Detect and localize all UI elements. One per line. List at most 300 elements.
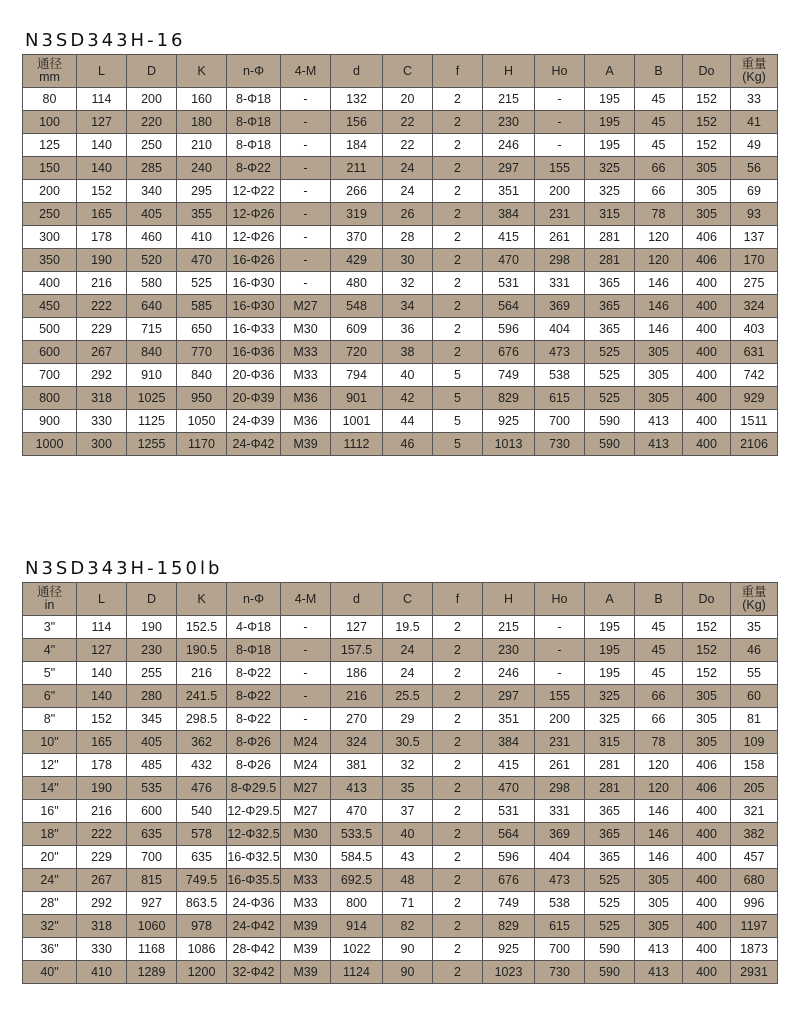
table-cell: 229 <box>77 846 127 869</box>
table-cell: 305 <box>683 708 731 731</box>
table-row <box>23 662 778 685</box>
table-cell: 315 <box>585 203 635 226</box>
table-cell: 152 <box>77 180 127 203</box>
table-cell: - <box>281 272 331 295</box>
table-cell: 1050 <box>177 410 227 433</box>
table-cell: M27 <box>281 800 331 823</box>
table-cell: 155 <box>535 685 585 708</box>
table-cell: 564 <box>483 295 535 318</box>
table-cell: 270 <box>331 708 383 731</box>
table-cell: M30 <box>281 846 331 869</box>
table-cell: 1013 <box>483 433 535 456</box>
column-header-text: D <box>146 63 157 78</box>
table-cell: 8-Φ22 <box>227 157 281 180</box>
table-cell: 295 <box>177 180 227 203</box>
table-cell: - <box>281 249 331 272</box>
table-cell: 350 <box>23 249 77 272</box>
table-row <box>23 869 778 892</box>
table-cell: 125 <box>23 134 77 157</box>
table-cell: 8-Φ29.5 <box>227 777 281 800</box>
table-cell: 146 <box>635 272 683 295</box>
column-header <box>731 55 778 88</box>
table-cell: 24 <box>383 662 433 685</box>
table-cell: 564 <box>483 823 535 846</box>
column-header-text: n-Φ <box>242 63 265 78</box>
table-cell: 66 <box>635 708 683 731</box>
table-cell: M36 <box>281 387 331 410</box>
table-cell: 925 <box>483 410 535 433</box>
table-cell: 1873 <box>731 938 778 961</box>
table-cell: 120 <box>635 754 683 777</box>
table-cell: 230 <box>483 111 535 134</box>
table-body <box>23 88 778 456</box>
column-header-text: 通径 <box>36 585 62 599</box>
table-cell: 2 <box>433 639 483 662</box>
table-cell: 155 <box>535 157 585 180</box>
table-cell: 340 <box>127 180 177 203</box>
table-cell: 160 <box>177 88 227 111</box>
column-header-text: A <box>605 591 614 606</box>
column-header <box>535 583 585 616</box>
column-header <box>331 583 383 616</box>
table-cell: 590 <box>585 938 635 961</box>
table-cell: 10" <box>23 731 77 754</box>
table-cell: 261 <box>535 754 585 777</box>
table-cell: 1170 <box>177 433 227 456</box>
table-cell: M33 <box>281 869 331 892</box>
table-cell: 500 <box>23 318 77 341</box>
table-cell: 365 <box>585 846 635 869</box>
column-header <box>77 583 127 616</box>
table-cell: 8" <box>23 708 77 731</box>
table-cell: 305 <box>635 892 683 915</box>
table-cell: 2 <box>433 180 483 203</box>
table-cell: 901 <box>331 387 383 410</box>
table-cell: 152 <box>683 134 731 157</box>
table-cell: 230 <box>483 639 535 662</box>
table-header <box>23 583 778 616</box>
table-cell: 794 <box>331 364 383 387</box>
table-cell: 178 <box>77 754 127 777</box>
table-cell: 1001 <box>331 410 383 433</box>
table-cell: 8-Φ18 <box>227 111 281 134</box>
table-cell: 16-Φ35.5 <box>227 869 281 892</box>
table-cell: 114 <box>77 616 127 639</box>
table-cell: 305 <box>635 915 683 938</box>
table-cell: 24 <box>383 639 433 662</box>
column-header <box>227 55 281 88</box>
table-cell: 2 <box>433 938 483 961</box>
table-cell: 413 <box>635 961 683 984</box>
table-cell: 369 <box>535 295 585 318</box>
table-row <box>23 157 778 180</box>
table-cell: 14" <box>23 777 77 800</box>
table-cell: 480 <box>331 272 383 295</box>
table-cell: - <box>281 203 331 226</box>
table-cell: 152.5 <box>177 616 227 639</box>
table-cell: - <box>535 616 585 639</box>
table-row <box>23 134 778 157</box>
table-cell: 609 <box>331 318 383 341</box>
column-header-text: n-Φ <box>242 591 265 606</box>
table-cell: 170 <box>731 249 778 272</box>
table-cell: 305 <box>635 341 683 364</box>
table-row <box>23 777 778 800</box>
table-cell: 28" <box>23 892 77 915</box>
spec-section-1 <box>22 28 777 456</box>
table-cell: 1255 <box>127 433 177 456</box>
table-cell: M27 <box>281 295 331 318</box>
table-cell: 38 <box>383 341 433 364</box>
table-cell: 1200 <box>177 961 227 984</box>
table-cell: 2 <box>433 203 483 226</box>
table-cell: 321 <box>731 800 778 823</box>
table-cell: 700 <box>535 410 585 433</box>
table-cell: 829 <box>483 915 535 938</box>
table-cell: 1112 <box>331 433 383 456</box>
table-row <box>23 387 778 410</box>
table-cell: 531 <box>483 272 535 295</box>
table-cell: 40" <box>23 961 77 984</box>
table-cell: 12-Φ26 <box>227 203 281 226</box>
column-header-text: A <box>605 63 614 78</box>
table-row <box>23 731 778 754</box>
table-cell: 8-Φ18 <box>227 88 281 111</box>
column-header <box>383 55 433 88</box>
table-cell: 548 <box>331 295 383 318</box>
table-cell: 996 <box>731 892 778 915</box>
table-row <box>23 180 778 203</box>
table-row <box>23 823 778 846</box>
table-row <box>23 846 778 869</box>
table-cell: 800 <box>23 387 77 410</box>
table-cell: 525 <box>585 869 635 892</box>
table-cell: 152 <box>683 88 731 111</box>
column-header <box>535 55 585 88</box>
table-cell: 1289 <box>127 961 177 984</box>
table-row <box>23 88 778 111</box>
table-cell: 184 <box>331 134 383 157</box>
table-cell: 415 <box>483 226 535 249</box>
table-cell: 324 <box>331 731 383 754</box>
column-header-text: L <box>98 63 105 78</box>
table-cell: 24-Φ42 <box>227 915 281 938</box>
table-cell: 42 <box>383 387 433 410</box>
table-cell: 195 <box>585 88 635 111</box>
table-cell: 275 <box>731 272 778 295</box>
table-cell: 406 <box>683 777 731 800</box>
table-cell: 305 <box>635 387 683 410</box>
table-cell: 470 <box>483 777 535 800</box>
table-cell: 127 <box>77 639 127 662</box>
table-cell: 950 <box>177 387 227 410</box>
table-cell: 531 <box>483 800 535 823</box>
table-cell: 305 <box>683 685 731 708</box>
table-cell: 200 <box>23 180 77 203</box>
table-cell: 190 <box>77 249 127 272</box>
column-header-text: Ho <box>551 63 568 78</box>
table-cell: - <box>281 639 331 662</box>
table-cell: 32 <box>383 754 433 777</box>
column-header-text: mm <box>39 70 60 84</box>
table-cell: 292 <box>77 892 127 915</box>
table-cell: 190.5 <box>177 639 227 662</box>
table-cell: 165 <box>77 203 127 226</box>
table-cell: 400 <box>683 341 731 364</box>
table-cell: 400 <box>683 364 731 387</box>
column-header-text: H <box>503 63 514 78</box>
table-cell: 2 <box>433 662 483 685</box>
table-cell: 132 <box>331 88 383 111</box>
table-cell: 405 <box>127 731 177 754</box>
table-cell: 300 <box>77 433 127 456</box>
table-cell: 90 <box>383 938 433 961</box>
column-header <box>127 55 177 88</box>
column-header-text: K <box>197 63 206 78</box>
table-cell: 749 <box>483 892 535 915</box>
table-cell: 81 <box>731 708 778 731</box>
table-cell: 46 <box>731 639 778 662</box>
table-cell: 297 <box>483 157 535 180</box>
table-cell: 35 <box>383 777 433 800</box>
table-cell: 584.5 <box>331 846 383 869</box>
table-cell: 20-Φ36 <box>227 364 281 387</box>
table-cell: 195 <box>585 134 635 157</box>
table-cell: M39 <box>281 961 331 984</box>
table-cell: 281 <box>585 226 635 249</box>
table-cell: 22 <box>383 134 433 157</box>
table-cell: 266 <box>331 180 383 203</box>
column-header-text: C <box>402 63 413 78</box>
table-cell: 400 <box>683 915 731 938</box>
table-cell: 48 <box>383 869 433 892</box>
table-cell: 298 <box>535 249 585 272</box>
table-cell: 5" <box>23 662 77 685</box>
table-cell: 749.5 <box>177 869 227 892</box>
table-cell: 45 <box>635 88 683 111</box>
table-cell: 5 <box>433 433 483 456</box>
table-cell: 305 <box>683 203 731 226</box>
table-cell: 533.5 <box>331 823 383 846</box>
table-cell: 267 <box>77 869 127 892</box>
table-cell: 140 <box>77 685 127 708</box>
table-cell: - <box>281 134 331 157</box>
table-cell: 137 <box>731 226 778 249</box>
table-cell: 82 <box>383 915 433 938</box>
table-cell: 680 <box>731 869 778 892</box>
table-cell: 297 <box>483 685 535 708</box>
table-cell: 45 <box>635 134 683 157</box>
table-cell: 195 <box>585 662 635 685</box>
table-row <box>23 111 778 134</box>
table-cell: 195 <box>585 639 635 662</box>
table-cell: 305 <box>683 157 731 180</box>
table-cell: 485 <box>127 754 177 777</box>
table-cell: 2 <box>433 616 483 639</box>
table-cell: 2 <box>433 88 483 111</box>
table-cell: 24-Φ36 <box>227 892 281 915</box>
spec-table <box>22 54 778 456</box>
table-cell: 28-Φ42 <box>227 938 281 961</box>
table-row <box>23 800 778 823</box>
table-cell: 250 <box>23 203 77 226</box>
table-cell: 35 <box>731 616 778 639</box>
table-row <box>23 341 778 364</box>
spec-table <box>22 582 778 984</box>
table-cell: 20-Φ39 <box>227 387 281 410</box>
table-cell: 281 <box>585 754 635 777</box>
table-cell: 2 <box>433 157 483 180</box>
column-header-text: 重量 <box>741 585 767 599</box>
table-cell: 146 <box>635 295 683 318</box>
table-cell: - <box>281 616 331 639</box>
table-cell: 770 <box>177 341 227 364</box>
table-cell: 473 <box>535 869 585 892</box>
table-cell: 200 <box>127 88 177 111</box>
table-cell: 330 <box>77 410 127 433</box>
table-row <box>23 708 778 731</box>
table-cell: 400 <box>683 295 731 318</box>
table-cell: 205 <box>731 777 778 800</box>
table-cell: 400 <box>683 869 731 892</box>
table-cell: 730 <box>535 433 585 456</box>
table-cell: 12" <box>23 754 77 777</box>
table-cell: 384 <box>483 731 535 754</box>
table-cell: 40 <box>383 364 433 387</box>
table-cell: 24" <box>23 869 77 892</box>
table-cell: 400 <box>683 846 731 869</box>
table-cell: 18" <box>23 823 77 846</box>
table-cell: 292 <box>77 364 127 387</box>
table-row <box>23 226 778 249</box>
column-header <box>483 583 535 616</box>
table-cell: 24-Φ42 <box>227 433 281 456</box>
column-header-text: L <box>98 591 105 606</box>
table-cell: 43 <box>383 846 433 869</box>
table-cell: 140 <box>77 662 127 685</box>
table-cell: 100 <box>23 111 77 134</box>
table-cell: 525 <box>585 387 635 410</box>
table-cell: 22 <box>383 111 433 134</box>
table-cell: 20" <box>23 846 77 869</box>
column-header <box>177 55 227 88</box>
table-body <box>23 616 778 984</box>
table-cell: 200 <box>535 180 585 203</box>
table-row <box>23 364 778 387</box>
table-cell: 370 <box>331 226 383 249</box>
table-cell: 16-Φ36 <box>227 341 281 364</box>
table-cell: 351 <box>483 708 535 731</box>
table-cell: M33 <box>281 341 331 364</box>
table-cell: 1086 <box>177 938 227 961</box>
table-row <box>23 410 778 433</box>
table-cell: 318 <box>77 915 127 938</box>
table-cell: 49 <box>731 134 778 157</box>
table-cell: 157.5 <box>331 639 383 662</box>
table-cell: 325 <box>585 685 635 708</box>
table-cell: 640 <box>127 295 177 318</box>
table-cell: 2 <box>433 892 483 915</box>
column-header <box>127 583 177 616</box>
column-header-text: Ho <box>551 591 568 606</box>
table-cell: 400 <box>683 410 731 433</box>
table-cell: 2 <box>433 685 483 708</box>
table-cell: 365 <box>585 295 635 318</box>
table-cell: 216 <box>177 662 227 685</box>
column-header <box>227 583 281 616</box>
table-cell: 16-Φ30 <box>227 272 281 295</box>
table-cell: 585 <box>177 295 227 318</box>
table-cell: 400 <box>683 433 731 456</box>
table-cell: 369 <box>535 823 585 846</box>
table-cell: 45 <box>635 111 683 134</box>
table-cell: 400 <box>683 387 731 410</box>
table-cell: 676 <box>483 869 535 892</box>
table-cell: 720 <box>331 341 383 364</box>
table-cell: - <box>535 134 585 157</box>
table-cell: 925 <box>483 938 535 961</box>
column-header-text: f <box>455 63 460 78</box>
table-cell: 305 <box>683 180 731 203</box>
table-cell: 429 <box>331 249 383 272</box>
table-cell: 215 <box>483 88 535 111</box>
table-cell: - <box>281 226 331 249</box>
table-cell: 146 <box>635 846 683 869</box>
table-cell: 280 <box>127 685 177 708</box>
table-row <box>23 295 778 318</box>
table-cell: 2 <box>433 226 483 249</box>
column-header-text: 重量 <box>741 57 767 71</box>
table-cell: 400 <box>683 823 731 846</box>
table-cell: 365 <box>585 272 635 295</box>
column-header <box>23 583 77 616</box>
table-cell: 525 <box>585 364 635 387</box>
table-cell: 152 <box>683 662 731 685</box>
table-cell: 2 <box>433 961 483 984</box>
table-cell: 140 <box>77 157 127 180</box>
table-cell: 815 <box>127 869 177 892</box>
table-cell: 2 <box>433 272 483 295</box>
table-cell: 195 <box>585 111 635 134</box>
table-cell: 34 <box>383 295 433 318</box>
table-cell: 222 <box>77 823 127 846</box>
table-cell: 109 <box>731 731 778 754</box>
table-cell: 525 <box>585 341 635 364</box>
table-cell: 413 <box>635 938 683 961</box>
table-cell: 600 <box>23 341 77 364</box>
table-cell: 1124 <box>331 961 383 984</box>
table-cell: 432 <box>177 754 227 777</box>
table-cell: 216 <box>331 685 383 708</box>
column-header-text: d <box>353 591 360 606</box>
table-cell: 525 <box>585 915 635 938</box>
table-cell: 45 <box>635 662 683 685</box>
table-row <box>23 272 778 295</box>
table-cell: 692.5 <box>331 869 383 892</box>
column-header <box>635 55 683 88</box>
column-header-text: (Kg) <box>742 598 766 612</box>
table-row <box>23 639 778 662</box>
table-cell: 840 <box>177 364 227 387</box>
table-cell: 80 <box>23 88 77 111</box>
table-cell: 46 <box>383 433 433 456</box>
table-cell: M33 <box>281 364 331 387</box>
table-cell: 220 <box>127 111 177 134</box>
table-cell: 26 <box>383 203 433 226</box>
table-cell: 298.5 <box>177 708 227 731</box>
table-cell: 56 <box>731 157 778 180</box>
table-cell: 400 <box>683 938 731 961</box>
